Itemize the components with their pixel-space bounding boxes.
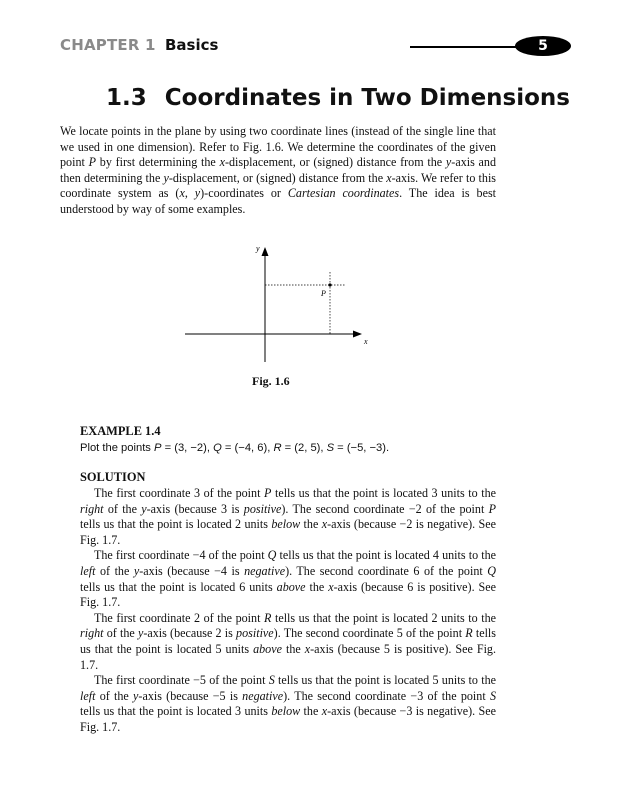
solution-paragraph: The first coordinate −5 of the point S tells us that the point is located 5 units to the left of the y-axis (because −5 is negative). The second coordinate −3 of the point S tells us that the point is located 3 units below the x-axis (because −3 is negative). See Fig. 1.7.: [80, 673, 496, 734]
italic-run: y: [194, 186, 201, 201]
italic-run: x: [304, 641, 311, 656]
section-heading: [60, 85, 570, 111]
italic-run: y: [163, 170, 169, 185]
italic-run: y: [445, 155, 452, 170]
chapter-title: Basics: [165, 36, 219, 54]
italic-run: positive: [243, 501, 282, 516]
intro-paragraph: We locate points in the plane by using two coordinate lines (instead of the single line that we used in one dimension). Refer to Fig. 1.6. We determine the coordinates of the given point P by first determining the x-displacement, or (signed) distance from the y-axis and then determining the y-displacement, or (signed) distance from the x-axis. We refer to this coordinate system as (x, y)-coordinates or Cartesian coordinates. The idea is best understood by way of some examples.: [60, 124, 497, 216]
italic-run: Cartesian coordinates: [287, 186, 400, 201]
page-number: 5: [515, 36, 571, 56]
chapter-label: CHAPTER 1: [60, 36, 156, 54]
figure-caption: Fig. 1.6: [252, 374, 290, 388]
point-p-marker: [328, 283, 331, 286]
italic-run: S: [268, 673, 275, 688]
italic-run: R: [264, 610, 272, 625]
italic-run: x: [321, 517, 328, 532]
italic-run: y: [141, 501, 147, 516]
italic-run: below: [271, 517, 301, 532]
section-title: Coordinates in Two Dimensions: [164, 85, 570, 111]
figure-1-6: [180, 240, 380, 390]
italic-run: S: [326, 442, 335, 454]
italic-run: right: [80, 626, 104, 641]
point-p-label: P: [321, 289, 326, 298]
y-axis-arrow: [262, 247, 269, 256]
italic-run: negative: [244, 563, 286, 578]
solution-paragraph: The first coordinate −4 of the point Q tells us that the point is located 4 units to the left of the y-axis (because −4 is negative). The second coordinate 6 of the point Q tells us that the point is located 6 units above the x-axis (because 6 is positive). See Fig. 1.7.: [80, 548, 497, 610]
solution-title: SOLUTION: [80, 470, 146, 484]
solution-paragraph: The first coordinate 2 of the point R tells us that the point is located 2 units to the right of the y-axis (because 2 is positive). The second coordinate 5 of the point R tells us that the point is located 5 units above the x-axis (because 5 is positive). See Fig. 1.7.: [80, 610, 497, 672]
x-axis-arrow: [353, 331, 362, 338]
italic-run: R: [465, 626, 473, 641]
y-axis-label: y: [256, 244, 260, 253]
italic-run: x: [321, 704, 328, 719]
solution-body: [80, 486, 496, 736]
running-header: [60, 36, 570, 58]
italic-run: above: [276, 579, 306, 594]
italic-run: below: [271, 704, 301, 719]
italic-run: P: [154, 442, 162, 454]
italic-run: x: [179, 186, 185, 201]
italic-run: y: [133, 563, 140, 578]
italic-run: Q: [487, 563, 496, 578]
italic-run: Q: [213, 442, 222, 454]
example-title: EXAMPLE 1.4: [80, 424, 161, 438]
italic-run: R: [273, 442, 282, 454]
italic-run: y: [137, 626, 144, 641]
header-rule: [410, 46, 520, 48]
italic-run: left: [80, 688, 96, 703]
italic-run: S: [489, 688, 496, 703]
section-number: 1.3: [106, 85, 147, 111]
coordinate-diagram: [180, 240, 380, 390]
example-statement: Plot the points P = (3, −2), Q = (−4, 6), R = (2, 5), S = (−5, −3).: [80, 442, 390, 454]
italic-run: P: [264, 486, 272, 500]
italic-run: x: [219, 155, 225, 170]
italic-run: x: [328, 579, 334, 594]
italic-run: y: [133, 688, 139, 703]
x-axis-label: x: [364, 337, 368, 346]
italic-run: right: [80, 501, 104, 516]
italic-run: x: [386, 170, 392, 185]
italic-run: negative: [242, 688, 284, 703]
italic-run: positive: [236, 626, 274, 641]
italic-run: Q: [267, 548, 277, 563]
italic-run: left: [80, 563, 96, 578]
italic-run: P: [88, 155, 97, 170]
italic-run: above: [253, 641, 282, 656]
italic-run: P: [488, 501, 497, 516]
solution-paragraph: The first coordinate 3 of the point P tells us that the point is located 3 units to the right of the y-axis (because 3 is positive). The second coordinate −2 of the point P tells us that the point is located 2 units below the x-axis (because −2 is negative). See Fig. 1.7.: [80, 486, 497, 547]
